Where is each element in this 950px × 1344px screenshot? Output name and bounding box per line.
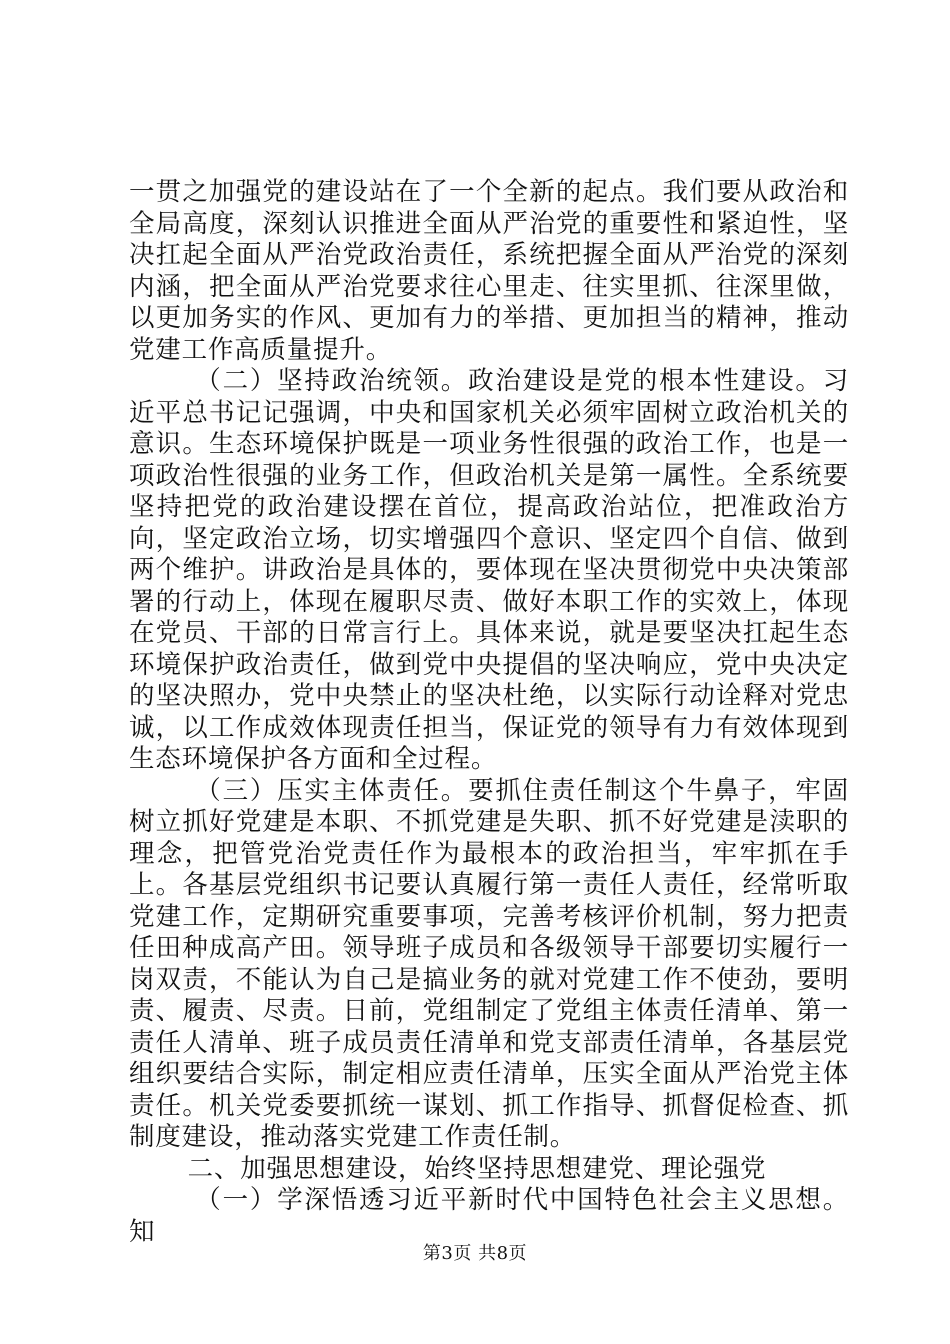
section-heading-ideology: 二、加强思想建设，始终坚持思想建党、理论强党 [187,1153,767,1184]
paragraph-political-leadership: （二）坚持政治统领。政治建设是党的根本性建设。习近平总书记记强调，中央和国家机关必须牢固树立政治机关的意识。生态环境保护既是一项业务性很强的政治工作，也是一项政治性很强的业务工作，但政治机关是第一属性。全系统要坚持把党的政治建设摆在首位，提高政治站位，把准政治方向，坚定政治立场，切实增强四个意识、坚定四个自信、做到两个维护。讲政治是具体的，要体现在坚决贯彻党中央决策部署的行动上，体现在履职尽责、做好本职工作的实效上，体现在党员、干部的日常言行上。具体来说，就是要坚决扛起生态环境保护政治责任，做到党中央提倡的坚决响应，党中央决定的坚决照办，党中央禁止的坚决杜绝，以实际行动诠释对党忠诚，以工作成效体现责任担当，保证党的领导有力有效体现到生态环境保护各方面和全过程。 [129,366,849,774]
paragraph-intro: 一贯之加强党的建设站在了一个全新的起点。我们要从政治和全局高度，深刻认识推进全面从严治党的重要性和紧迫性，坚决扛起全面从严治党政治责任，系统把握全面从严治党的深刻内涵，把全面从严治党要求往心里走、往实里抓、往深里做，以更加务实的作风、更加有力的举措、更加担当的精神，推动党建工作高质量提升。 [129,177,849,365]
document-body [129,177,849,1248]
paragraph-study-thought: （一）学深悟透习近平新时代中国特色社会主义思想。知 [129,1185,849,1247]
paragraph-main-responsibility: （三）压实主体责任。要抓住责任制这个牛鼻子，牢固树立抓好党建是本职、不抓党建是失职、抓不好党建是渎职的理念，把管党治党责任作为最根本的政治担当，牢牢抓在手上。各基层党组织书记要认真履行第一责任人责任，经常听取党建工作，定期研究重要事项，完善考核评价机制，努力把责任田种成高产田。领导班子成员和各级领导干部要切实履行一岗双责，不能认为自己是搞业务的就对党建工作不使劲，要明责、履责、尽责。日前，党组制定了党组主体责任清单、第一责任人清单、班子成员责任清单和党支部责任清单，各基层党组织要结合实际，制定相应责任清单，压实全面从严治党主体责任。机关党委要抓统一谋划、抓工作指导、抓督促检查、抓制度建设，推动落实党建工作责任制。 [129,775,849,1152]
page-number-footer: 第3页 共8页 [422,1243,528,1264]
